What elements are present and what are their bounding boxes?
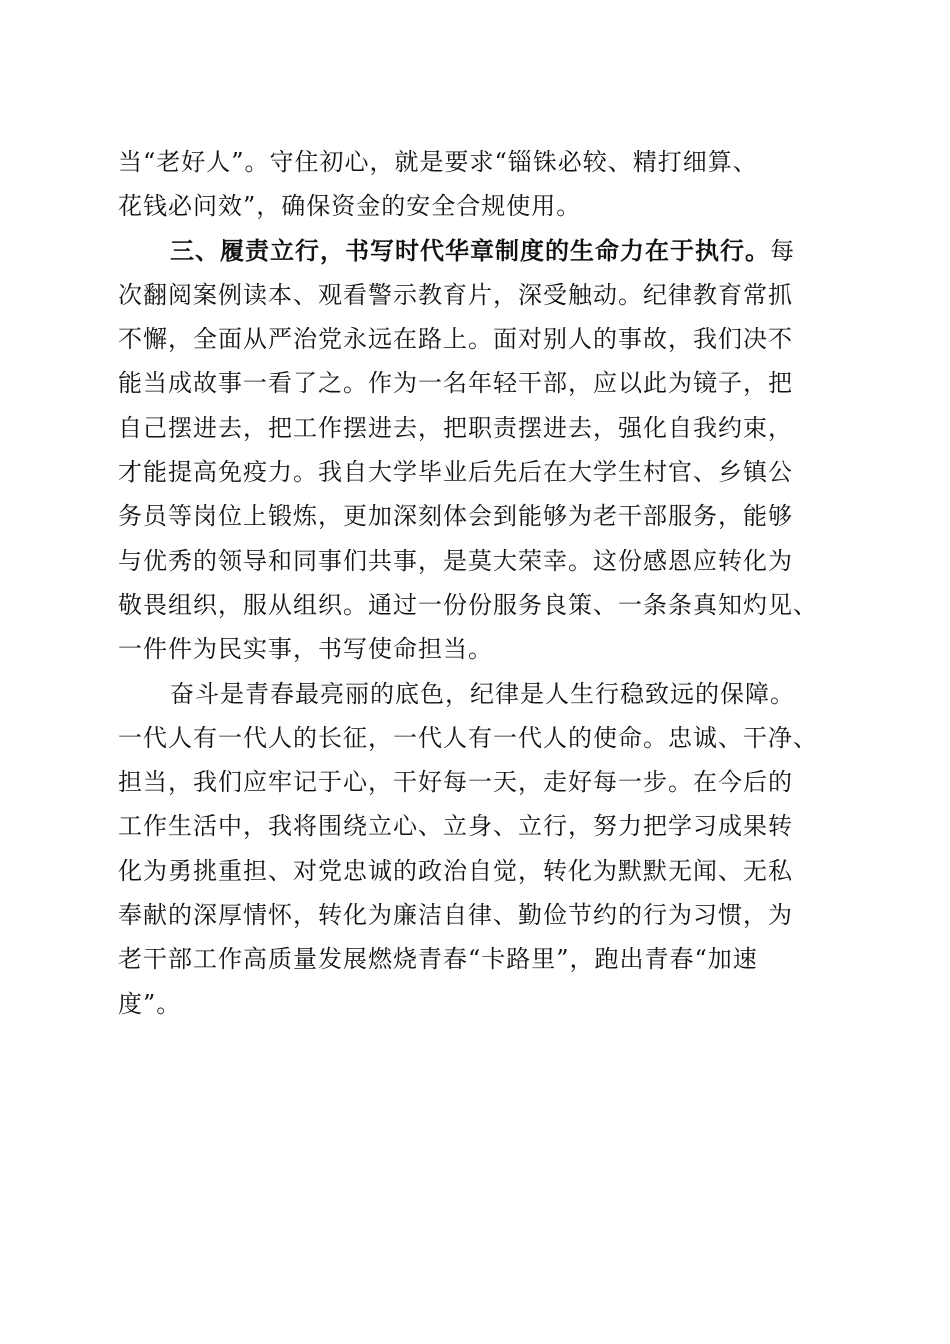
paragraph-line: 才能提高免疫力。我自大学毕业后先后在大学生村官、乡镇公: [118, 458, 793, 487]
paragraph-line: 化为勇挑重担、对党忠诚的政治自觉，转化为默默无闻、无私: [118, 856, 793, 885]
paragraph-line: 奉献的深厚情怀，转化为廉洁自律、勤俭节约的行为习惯，为: [118, 901, 793, 930]
paragraph-line: 度”。: [118, 989, 182, 1018]
paragraph-line: 老干部工作高质量发展燃烧青春“卡路里”，跑出青春“加速: [118, 945, 758, 974]
paragraph-line: 不懈，全面从严治党永远在路上。面对别人的事故，我们决不: [118, 325, 793, 354]
section-heading-line: [118, 229, 833, 273]
paragraph-text: 每: [770, 236, 795, 265]
paragraph-line: 务员等岗位上锻炼，更加深刻体会到能够为老干部服务，能够: [118, 502, 793, 531]
paragraph-line: 工作生活中，我将围绕立心、立身、立行，努力把学习成果转: [118, 812, 793, 841]
paragraph-line: 一代人有一代人的长征，一代人有一代人的使命。忠诚、干净、: [118, 723, 818, 752]
paragraph-3: [118, 672, 833, 1026]
paragraph-line: 自己摆进去，把工作摆进去，把职责摆进去，强化自我约束，: [118, 413, 793, 442]
paragraph-line: 次翻阅案例读本、观看警示教育片，深受触动。纪律教育常抓: [118, 280, 793, 309]
paragraph-line: 敬畏组织，服从组织。通过一份份服务良策、一条条真知灼见、: [118, 590, 818, 619]
paragraph-2: [118, 229, 833, 672]
paragraph-line: 与优秀的领导和同事们共事，是莫大荣幸。这份感恩应转化为: [118, 546, 793, 575]
paragraph-1: [118, 140, 833, 229]
paragraph-line: 奋斗是青春最亮丽的底色，纪律是人生行稳致远的保障。: [170, 679, 795, 708]
paragraph-line: 花钱必问效”，确保资金的安全合规使用。: [118, 192, 582, 221]
paragraph-line: 当“老好人”。守住初心，就是要求“锱铢必较、精打细算、: [118, 148, 758, 176]
paragraph-line: 能当成故事一看了之。作为一名年轻干部，应以此为镜子，把: [118, 369, 793, 398]
paragraph-line: 一件件为民实事，书写使命担当。: [118, 635, 493, 664]
document-body: [118, 140, 833, 1026]
paragraph-line: 担当，我们应牢记于心，干好每一天，走好每一步。在今后的: [118, 768, 793, 797]
section-heading: 三、履责立行，书写时代华章制度的生命力在于执行。: [170, 236, 770, 265]
